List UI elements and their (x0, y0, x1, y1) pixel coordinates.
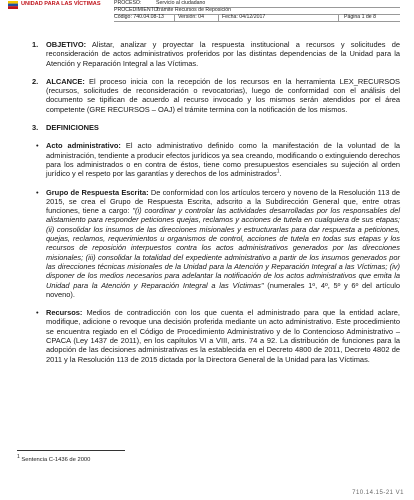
header-logo (8, 0, 101, 11)
pagina: Página 1 de 8 (344, 14, 377, 20)
header-row-codigo (114, 14, 400, 22)
proceso-value: Servicio al ciudadano (156, 0, 206, 6)
section-text: El proceso inicia con la recepción de los recursos en la herramienta LEX_RECURSOS (recursos, solicitudes de reconsideración o revocatorias), luego de conformidad con el análisis del documento se tipifican de acuerdo al recurso invocado y los mismos serán atendidos por el área competente (GRE RECURSOS – OAJ) el trámite termina con la notificación de los mismos. (46, 76, 400, 114)
proceso-label: PROCESO: (114, 0, 142, 6)
definition-term: Acto administrativo: (46, 141, 121, 151)
document-stamp: 710.14.15-21 V1 (352, 490, 404, 496)
codigo: Código: 740.04.08-13 (114, 14, 164, 20)
divider (218, 14, 219, 21)
bullet-icon: • (36, 141, 39, 151)
section-text: Alistar, analizar y proyectar la respuesta institucional a recursos y solicitudes de reconsideración de actos administrativos proferidos por las distintas dependencias de la Unidad para la Atención y Reparación Integral a las Víctimas. (46, 40, 400, 68)
footnote-separator (17, 450, 125, 451)
logo-flag-icon (8, 1, 18, 9)
bullet-icon: • (36, 308, 39, 318)
definition-recursos (16, 308, 400, 364)
definition-text: De conformidad con los artículos tercero y noveno de la Resolución 113 de 2015, se crea el Grupo de Respuesta Escrita, adscrito a la Subdirección General que, entre otras funciones, tiene a cargo: (46, 187, 400, 216)
footnote (17, 454, 91, 463)
definition-grupo-respuesta (16, 188, 400, 300)
procedimiento-value: Trámite Recursos de Reposición (156, 7, 232, 13)
section-number: 3. (32, 123, 39, 133)
section-title: OBJETIVO: (46, 40, 87, 49)
org-name: UNIDAD PARA LAS VÍCTIMAS (21, 1, 101, 7)
version: Versión: 04 (178, 14, 204, 20)
divider (338, 14, 339, 21)
section-number: 2. (32, 76, 39, 86)
section-number: 1. (32, 40, 39, 49)
fecha: Fecha: 04/12/2017 (222, 14, 266, 20)
divider (174, 14, 175, 21)
section-definiciones (16, 123, 400, 132)
definition-text: El acto administrativo definido como la manifestación de la voluntad de la administración, tendiente a producir efectos jurídicos ya sea creando, modificando o extinguiendo derechos para los administrados o en contra de éstos, tiene como presupuestos esenciales su sujeción al orden jurídico y el respeto por las garantías y derechos de los administrados (46, 141, 400, 179)
footnote-number: 1 (17, 454, 20, 461)
definition-term: Grupo de Respuesta Escrita: (46, 187, 149, 197)
section-alcance (16, 77, 400, 114)
footnote-ref[interactable]: 1 (276, 168, 280, 175)
definition-term: Recursos: (46, 308, 83, 318)
procedimiento-label: PROCEDIMIENTO: (114, 7, 160, 13)
definition-quote: "(i) coordinar y controlar las actividades desarrolladas por los responsables del alistamiento para responder peticiones quejas, reclamos y acciones de tutela en cualquiera de sus etapas; (ii) consolidar los insumos de las direcciones misionales y estructurarlas para dar respuesta a peticiones, quejas, reclamos, requerimientos u organismos de control, acciones de tutela en todas sus etapas y los recursos de reposición interpuestos contra los actos administrativos generados por las direcciones misionales; (iii) consolidar la totalidad del expediente administrativo a partir de los insumos generados por las direcciones técnicas misionales de la Unidad para la Atención y Reparación Integral a las Víctimas; (iv) disponer de los medios necesarios para adelantar la notificación de los actos administrativos que emita la Unidad para la Atención y Reparación Integral a las Víctimas" (46, 206, 400, 290)
document-body (16, 40, 400, 373)
definition-end: . (279, 169, 282, 179)
definition-text: Medios de contradicción con los que cuenta el administrado para que la entidad aclare, modifique, adicione o revoque una decisión proferida mediante un acto administrativo. Este procedimiento se encuentra regiado en el Código de Procedimiento Administrativo y de lo Contencioso Administrativo – CPACA (Ley 1437 de 2011), en los capítulos VI a VIII, arts. 74 a 92. La distribución de funciones para la adopción de las decisiones administrativas es la establecida en el Decreto 4800 de 2011, Decreto 4802 de 2011 y la Resolución 113 de 2015 dictada por la Directora General de la Unidad para las Víctimas. (46, 308, 400, 364)
section-title: DEFINICIONES (46, 123, 99, 133)
section-title: ALCANCE: (46, 76, 85, 86)
section-objetivo (16, 40, 400, 68)
footnote-text: Sentencia C-1436 de 2000 (19, 457, 91, 463)
bullet-icon: • (36, 187, 39, 197)
definition-acto-administrativo (16, 141, 400, 178)
definition-text-end: (numerales 1º, 4º, 5º y 6º del artículo noveno). (46, 280, 401, 299)
